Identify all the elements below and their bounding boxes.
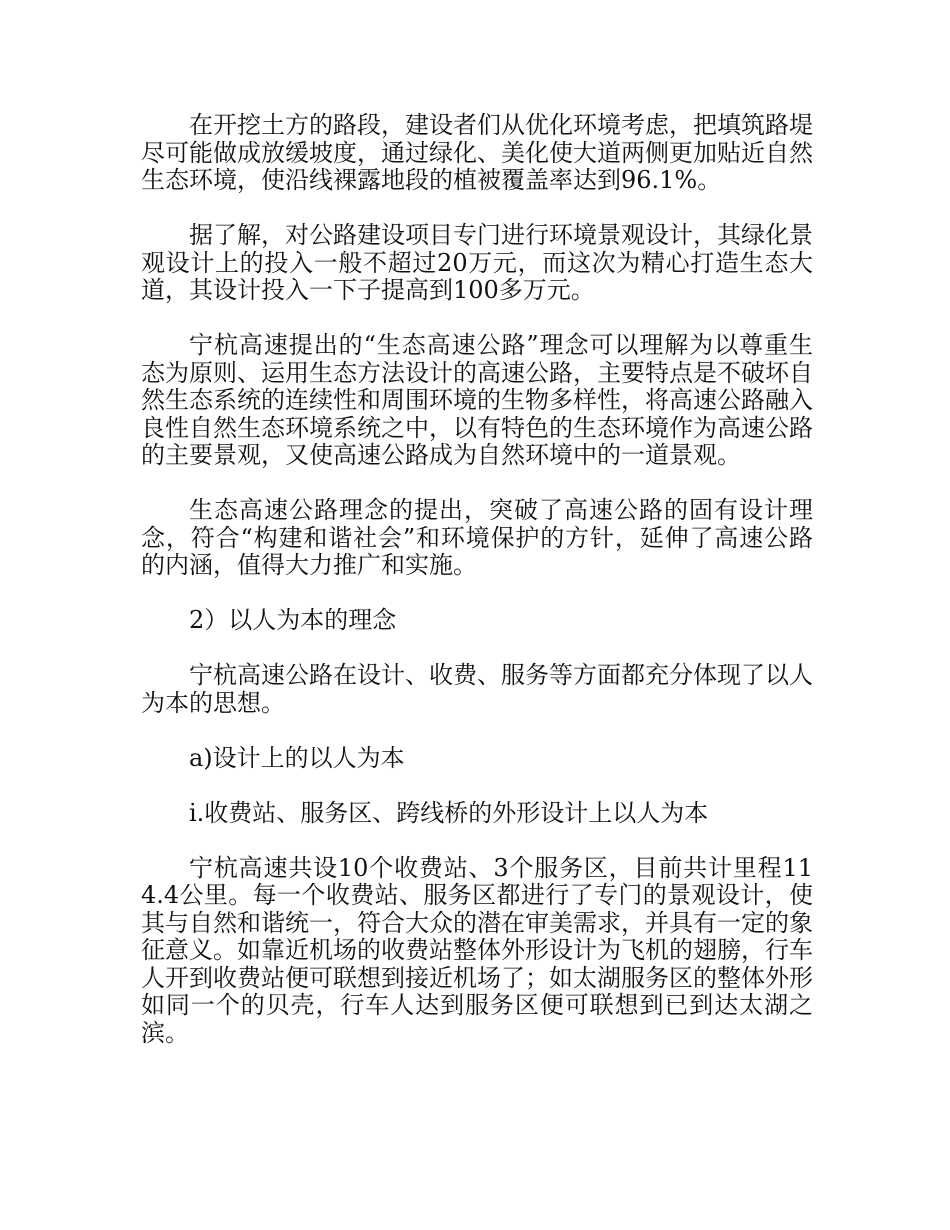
- paragraph-design-investment: 据了解，对公路建设项目专门进行环境景观设计，其绿化景观设计上的投入一般不超过20万元，而这次为精心打造生态大道，其设计投入一下子提高到100多万元。: [141, 221, 813, 304]
- paragraph-toll-stations-service-areas: 宁杭高速共设10个收费站、3个服务区，目前共计里程114.4公里。每一个收费站、服务区都进行了专门的景观设计，使其与自然和谐统一，符合大众的潜在审美需求，并具有一定的象征意义。如靠近机场的收费站整体外形设计为飞机的翅膀，行车人开到收费站便可联想到接近机场了；如太湖服务区的整体外形如同一个的贝壳，行车人达到服务区便可联想到已到达太湖之滨。: [141, 853, 813, 1047]
- document-page: [141, 112, 813, 1047]
- paragraph-people-oriented-intro: 宁杭高速公路在设计、收费、服务等方面都充分体现了以人为本的思想。: [141, 661, 813, 717]
- subsection-heading-facility-design: i.收费站、服务区、跨线桥的外形设计上以人为本: [189, 798, 709, 827]
- section-heading-people-oriented: 2）以人为本的理念: [189, 606, 397, 634]
- paragraph-eco-highway-concept: 宁杭高速提出的“生态高速公路”理念可以理解为以尊重生态为原则、运用生态方法设计的高速公路，主要特点是不破坏自然生态系统的连续性和周围环境的生物多样性，将高速公路融入良性自然生态环境系统之中，以有特色的生态环境作为高速公路的主要景观，又使高速公路成为自然环境中的一道景观。: [141, 331, 813, 469]
- subsection-heading-design: a)设计上的以人为本: [189, 743, 405, 772]
- paragraph-eco-highway-significance: 生态高速公路理念的提出，突破了高速公路的固有设计理念，符合“构建和谐社会”和环境保护的方针，延伸了高速公路的内涵，值得大力推广和实施。: [141, 496, 813, 579]
- paragraph-ecological-slope: 在开挖土方的路段，建设者们从优化环境考虑，把填筑路堤尽可能做成放缓坡度，通过绿化、美化使大道两侧更加贴近自然生态环境，使沿线裸露地段的植被覆盖率达到96.1%。: [141, 111, 813, 194]
